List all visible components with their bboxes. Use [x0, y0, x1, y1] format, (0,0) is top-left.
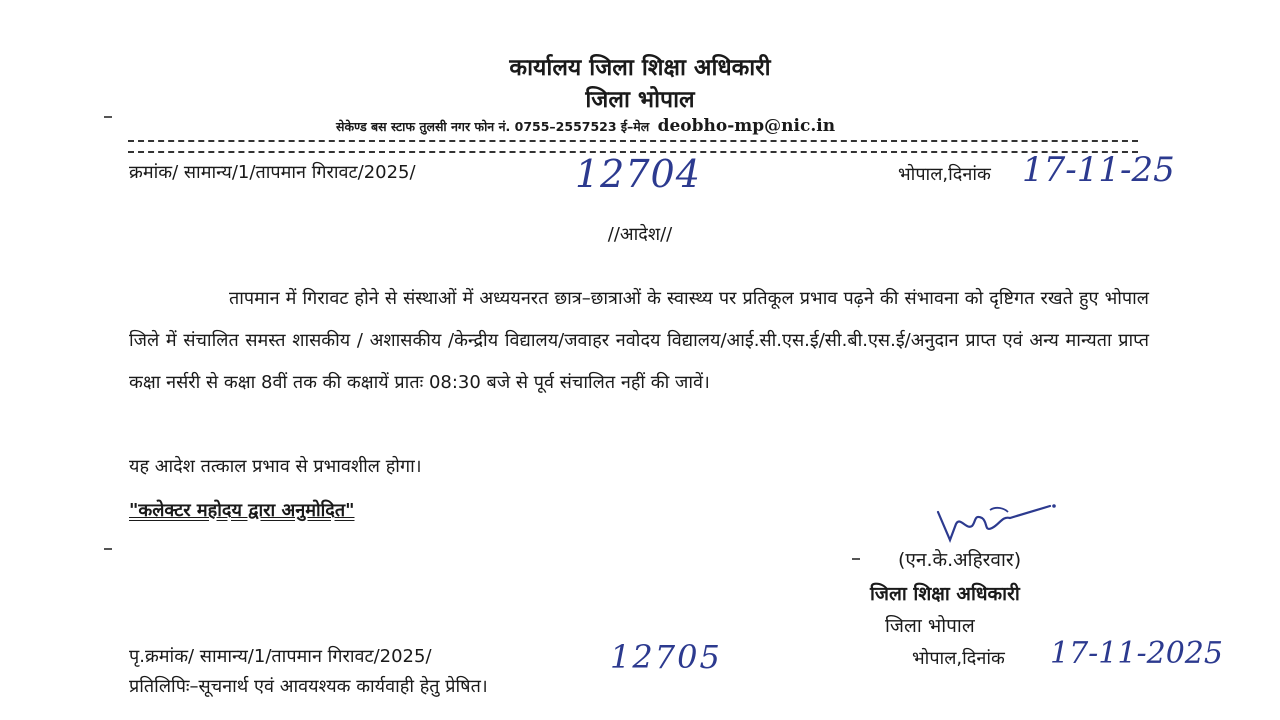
approval-note: "कलेक्टर महोदय द्वारा अनुमोदित" — [129, 500, 355, 521]
address-line — [336, 116, 835, 136]
margin-mark — [852, 558, 860, 560]
email-address: deobho-mp@nic.in — [657, 116, 836, 136]
office-title: कार्यालय जिला शिक्षा अधिकारी — [509, 55, 771, 81]
copy-forward-note: प्रतिलिपिः–सूचनार्थ एवं आवयश्यक कार्यवाही हेतु प्रेषित। — [129, 676, 488, 697]
district-title: जिला भोपाल — [585, 87, 695, 113]
margin-mark — [104, 548, 112, 550]
order-body: तापमान में गिरावट होने से संस्थाओं में अध्ययनरत छात्र–छात्राओं के स्वास्थ्य पर प्रतिकूल प्रभाव पढ़ने की संभावना को दृष्टिगत रखते हुए भोपाल जिले में संचालित समस्त शासकीय / अशासकीय /केन्द्रीय विद्यालय/जवाहर नवोदय विद्यालय/आई.सी.एस.ई/सी.बी.एस.ई/अनुदान प्राप्त एवं अन्य मान्यता प्राप्त कक्षा नर्सरी से कक्षा 8वीं तक की कक्षायें प्रातः 08:30 बजे से पूर्व संचालित नहीं की जावें। — [129, 288, 1149, 393]
order-heading: //आदेश// — [607, 224, 673, 245]
signatory-designation: जिला शिक्षा अधिकारी — [870, 583, 1020, 605]
date-label: भोपाल,दिनांक — [898, 164, 991, 185]
date-handwritten: 17-11-25 — [1022, 150, 1175, 190]
reference-label: क्रमांक/ सामान्य/1/तापमान गिरावट/2025/ — [129, 162, 416, 183]
margin-mark — [104, 116, 112, 118]
signatory-name: (एन.के.अहिरवार) — [898, 549, 1022, 571]
endorsement-label: पृ.क्रमांक/ सामान्य/1/तापमान गिरावट/2025/ — [129, 646, 432, 667]
endorsement-date-handwritten: 17-11-2025 — [1050, 636, 1223, 671]
endorsement-date-label: भोपाल,दिनांक — [912, 648, 1005, 669]
endorsement-number-handwritten: 12705 — [610, 638, 722, 676]
address-text: सेकेण्ड बस स्टाफ तुलसी नगर फोन नं. 0755–2557523 ई–मेल — [336, 119, 650, 134]
reference-number-handwritten: 12704 — [575, 152, 701, 196]
effect-statement: यह आदेश तत्काल प्रभाव से प्रभावशील होगा। — [129, 456, 422, 477]
signatory-district: जिला भोपाल — [885, 615, 975, 637]
signature-scribble — [930, 500, 1060, 550]
